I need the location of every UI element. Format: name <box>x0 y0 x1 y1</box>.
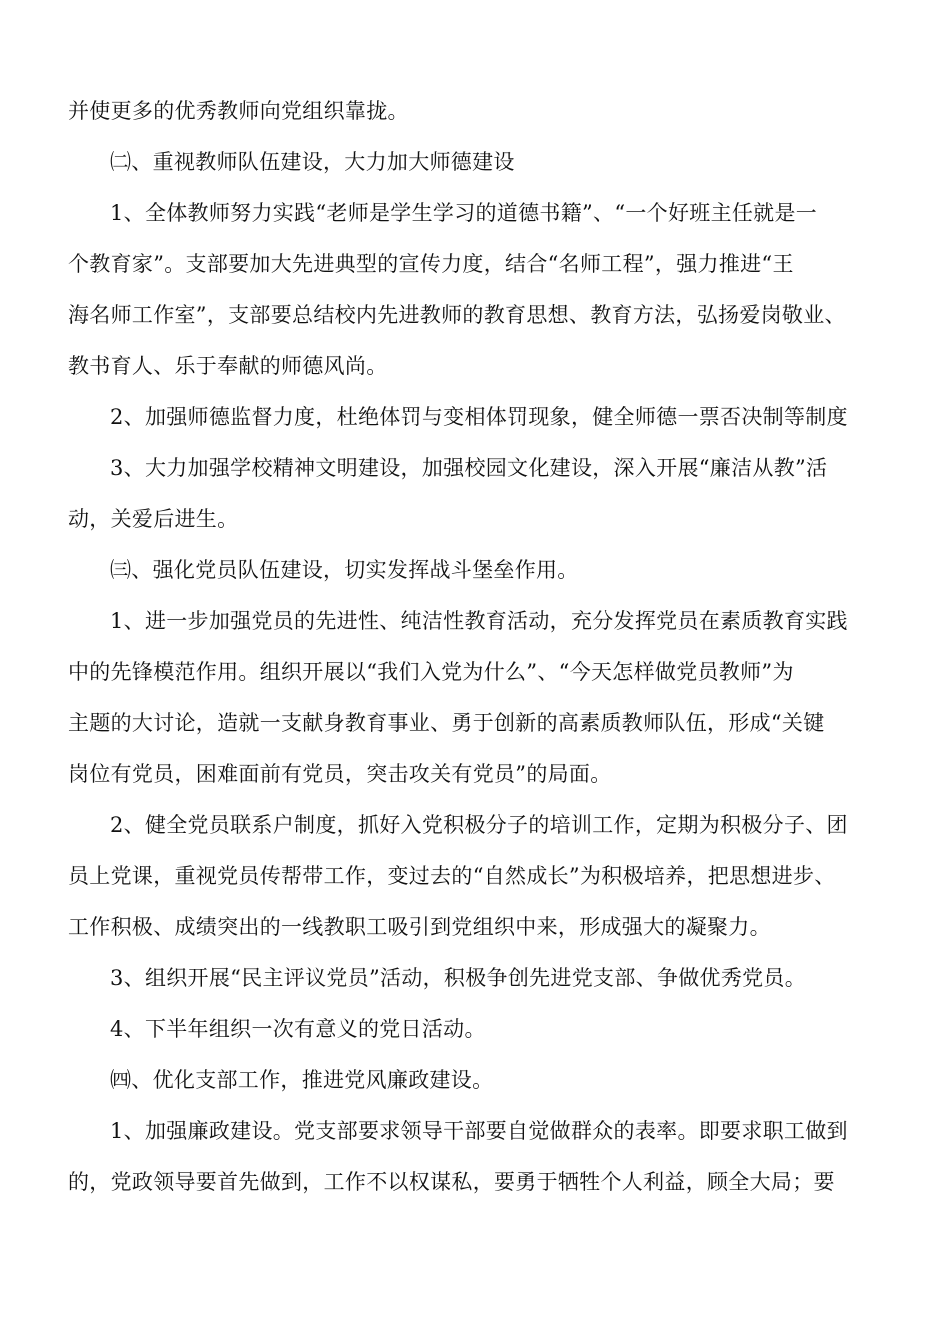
text-line: 教书育人、乐于奉献的师德风尚。 <box>68 354 388 378</box>
text-line: 1、加强廉政建设。党支部要求领导干部要自觉做群众的表率。即要求职工做到 <box>110 1119 848 1143</box>
text-line: 的，党政领导要首先做到，工作不以权谋私，要勇于牺牲个人利益，顾全大局；要 <box>68 1170 835 1194</box>
text-line: 1、进一步加强党员的先进性、纯洁性教育活动，充分发挥党员在素质教育实践 <box>110 609 848 633</box>
text-line: 中的先锋模范作用。组织开展以“我们入党为什么”、“今天怎样做党员教师”为 <box>68 660 794 684</box>
section-heading: ㈢、强化党员队伍建设，切实发挥战斗堡垒作用。 <box>110 558 579 582</box>
text-line: 岗位有党员，困难面前有党员，突击攻关有党员”的局面。 <box>68 762 612 786</box>
text-line: 个教育家”。支部要加大先进典型的宣传力度，结合“名师工程”，强力推进“王 <box>68 252 794 276</box>
text-line: 2、健全党员联系户制度，抓好入党积极分子的培训工作，定期为积极分子、团 <box>110 813 848 837</box>
text-line: 1、全体教师努力实践“老师是学生学习的道德书籍”、“一个好班主任就是一 <box>110 201 818 225</box>
text-line: 4、下半年组织一次有意义的党日活动。 <box>110 1017 486 1041</box>
text-line: 员上党课，重视党员传帮带工作，变过去的“自然成长”为积极培养，把思想进步、 <box>68 864 836 888</box>
section-heading: ㈣、优化支部工作，推进党风廉政建设。 <box>110 1068 494 1092</box>
text-line: 3、组织开展“民主评议党员”活动，积极争创先进党支部、争做优秀党员。 <box>110 966 807 990</box>
text-line: 2、加强师德监督力度，杜绝体罚与变相体罚现象，健全师德一票否决制等制度 <box>110 405 848 429</box>
text-line: 海名师工作室”，支部要总结校内先进教师的教育思想、教育方法，弘扬爱岗敬业、 <box>68 303 846 327</box>
text-line: 并使更多的优秀教师向党组织靠拢。 <box>68 99 409 123</box>
section-heading: ㈡、重视教师队伍建设，大力加大师德建设 <box>110 150 515 174</box>
text-line: 主题的大讨论，造就一支献身教育事业、勇于创新的高素质教师队伍，形成“关键 <box>68 711 825 735</box>
text-line: 工作积极、成绩突出的一线教职工吸引到党组织中来，形成强大的凝聚力。 <box>68 915 771 939</box>
text-line: 3、大力加强学校精神文明建设，加强校园文化建设，深入开展“廉洁从教”活 <box>110 456 828 480</box>
text-line: 动，关爱后进生。 <box>68 507 239 531</box>
